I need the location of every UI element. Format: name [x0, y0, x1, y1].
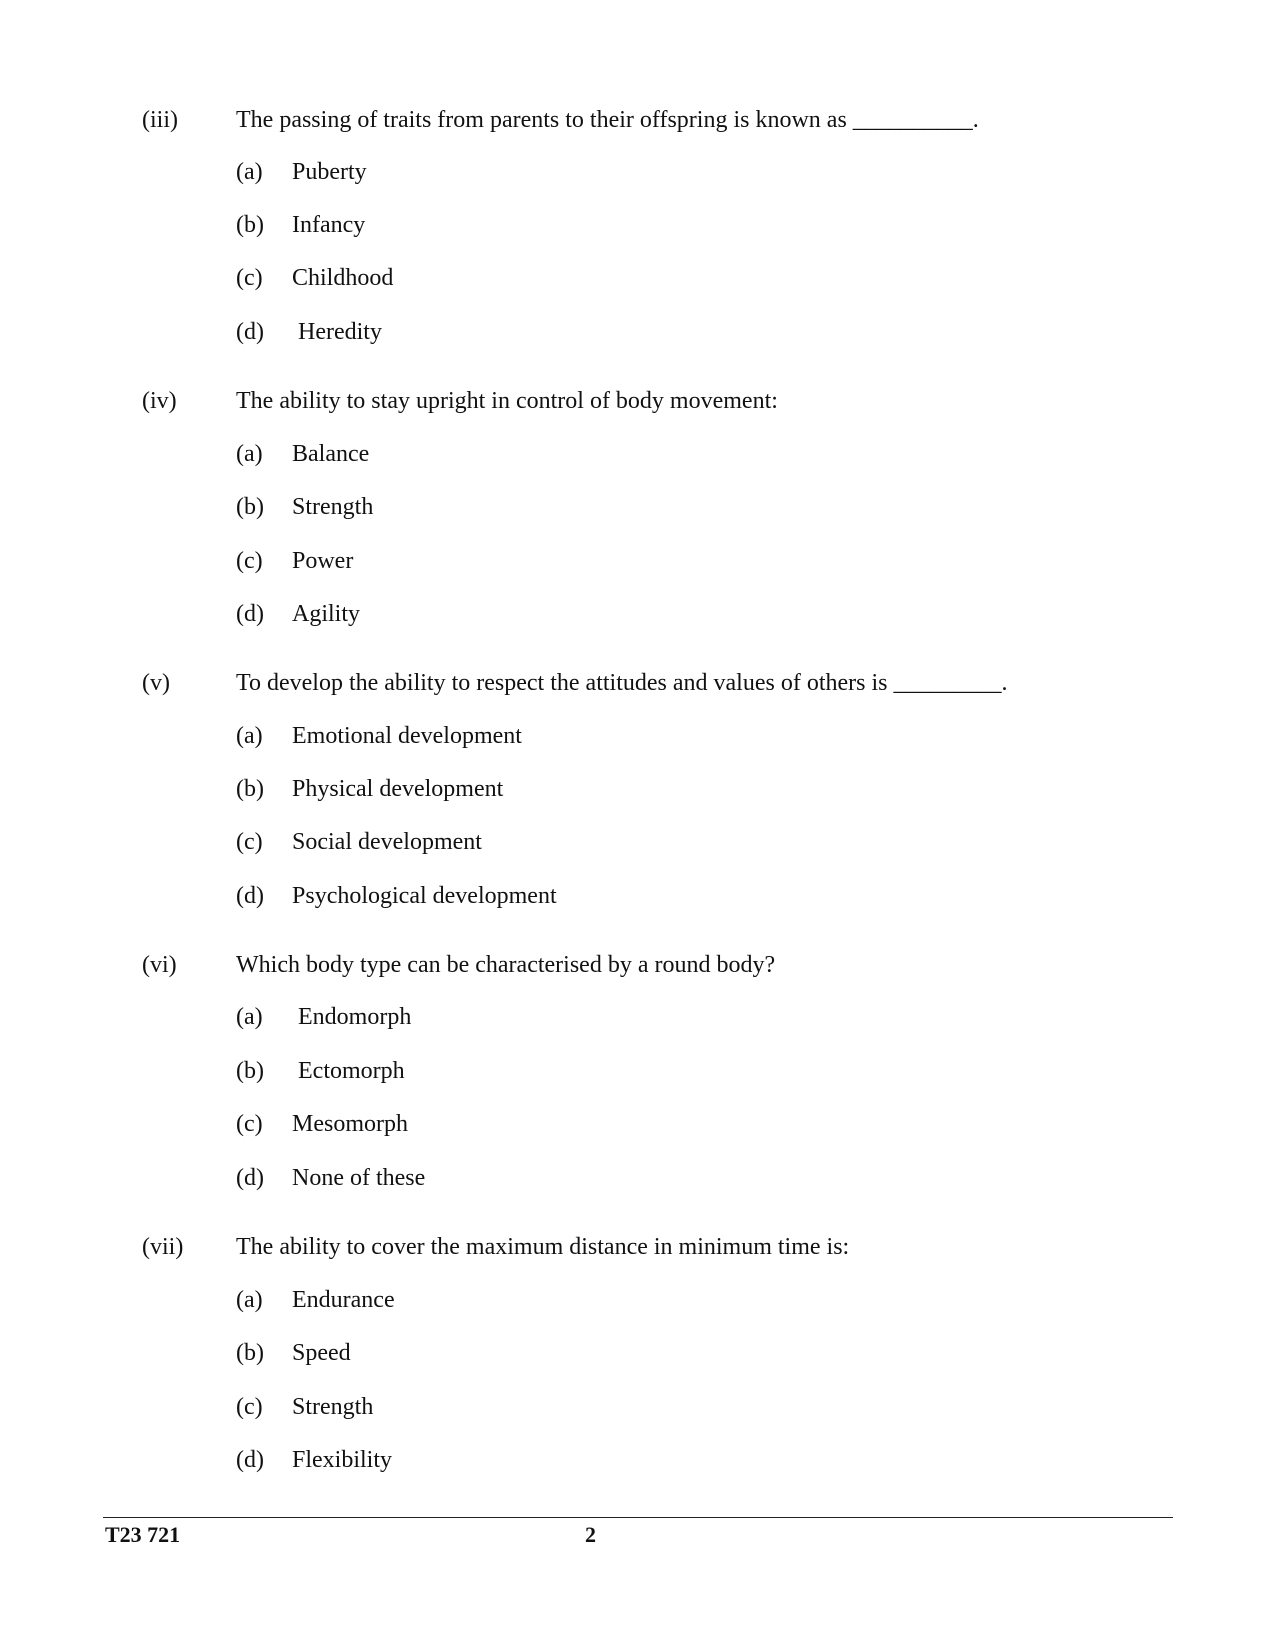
option-b	[236, 774, 503, 804]
option-c	[236, 546, 353, 576]
option-d	[236, 1445, 392, 1475]
option-letter: (d)	[236, 883, 264, 909]
option-label: Childhood	[292, 265, 394, 291]
question-number: (vi)	[142, 952, 177, 978]
option-label: Emotional development	[292, 723, 522, 749]
option-d	[236, 317, 382, 347]
question-text: Which body type can be characterised by a round body?	[236, 952, 776, 978]
option-letter: (c)	[236, 1111, 263, 1137]
option-b	[236, 1056, 405, 1086]
option-letter: (c)	[236, 265, 263, 291]
option-d	[236, 881, 557, 911]
option-label: Agility	[292, 601, 361, 627]
option-b	[236, 210, 365, 240]
option-label: Puberty	[292, 159, 367, 185]
option-label: Physical development	[292, 776, 504, 802]
question-number: (v)	[142, 670, 170, 696]
option-a	[236, 1002, 411, 1032]
option-letter: (d)	[236, 1447, 264, 1473]
option-letter: (b)	[236, 1058, 264, 1084]
option-letter: (b)	[236, 1340, 264, 1366]
option-letter: (b)	[236, 494, 264, 520]
question-text: To develop the ability to respect the attitudes and values of others is _________.	[236, 670, 1008, 696]
paper-code: T23 721	[105, 1522, 181, 1547]
option-label: Social development	[292, 829, 482, 855]
option-label: Strength	[292, 1394, 374, 1420]
option-c	[236, 1392, 373, 1422]
question-text: The ability to stay upright in control of body movement:	[236, 388, 778, 414]
option-label: Endurance	[292, 1287, 395, 1313]
option-letter: (a)	[236, 723, 263, 749]
option-letter: (b)	[236, 212, 264, 238]
option-a	[236, 721, 522, 751]
question-text: The passing of traits from parents to their offspring is known as __________.	[236, 107, 979, 133]
option-letter: (d)	[236, 1165, 264, 1191]
option-letter: (d)	[236, 319, 264, 345]
option-label: Balance	[292, 441, 370, 467]
option-d	[236, 1163, 425, 1193]
option-a	[236, 439, 369, 469]
question-number: (iv)	[142, 388, 177, 414]
option-label: Endomorph	[298, 1004, 412, 1030]
option-letter: (c)	[236, 1394, 263, 1420]
option-letter: (c)	[236, 548, 263, 574]
question-text: The ability to cover the maximum distance in minimum time is:	[236, 1234, 850, 1260]
option-label: Heredity	[298, 319, 382, 345]
footer-divider	[103, 1517, 1173, 1518]
option-c	[236, 1109, 408, 1139]
option-label: Infancy	[292, 212, 366, 238]
option-label: Mesomorph	[292, 1111, 408, 1137]
option-letter: (b)	[236, 776, 264, 802]
option-b	[236, 492, 373, 522]
option-label: Strength	[292, 494, 374, 520]
option-label: Speed	[292, 1340, 351, 1366]
option-letter: (a)	[236, 441, 263, 467]
option-letter: (c)	[236, 829, 263, 855]
option-label: Flexibility	[292, 1447, 393, 1473]
option-letter: (a)	[236, 1287, 263, 1313]
question-number: (vii)	[142, 1234, 184, 1260]
option-letter: (d)	[236, 601, 264, 627]
option-letter: (a)	[236, 159, 263, 185]
option-a	[236, 1285, 395, 1315]
option-label: Ectomorph	[298, 1058, 405, 1084]
page-number: 2	[585, 1522, 596, 1547]
option-c	[236, 827, 482, 857]
option-b	[236, 1338, 351, 1368]
option-label: Psychological development	[292, 883, 557, 909]
option-label: None of these	[292, 1165, 426, 1191]
option-c	[236, 263, 393, 293]
option-a	[236, 157, 367, 187]
option-label: Power	[292, 548, 354, 574]
option-letter: (a)	[236, 1004, 263, 1030]
option-d	[236, 599, 360, 629]
question-number: (iii)	[142, 107, 178, 133]
